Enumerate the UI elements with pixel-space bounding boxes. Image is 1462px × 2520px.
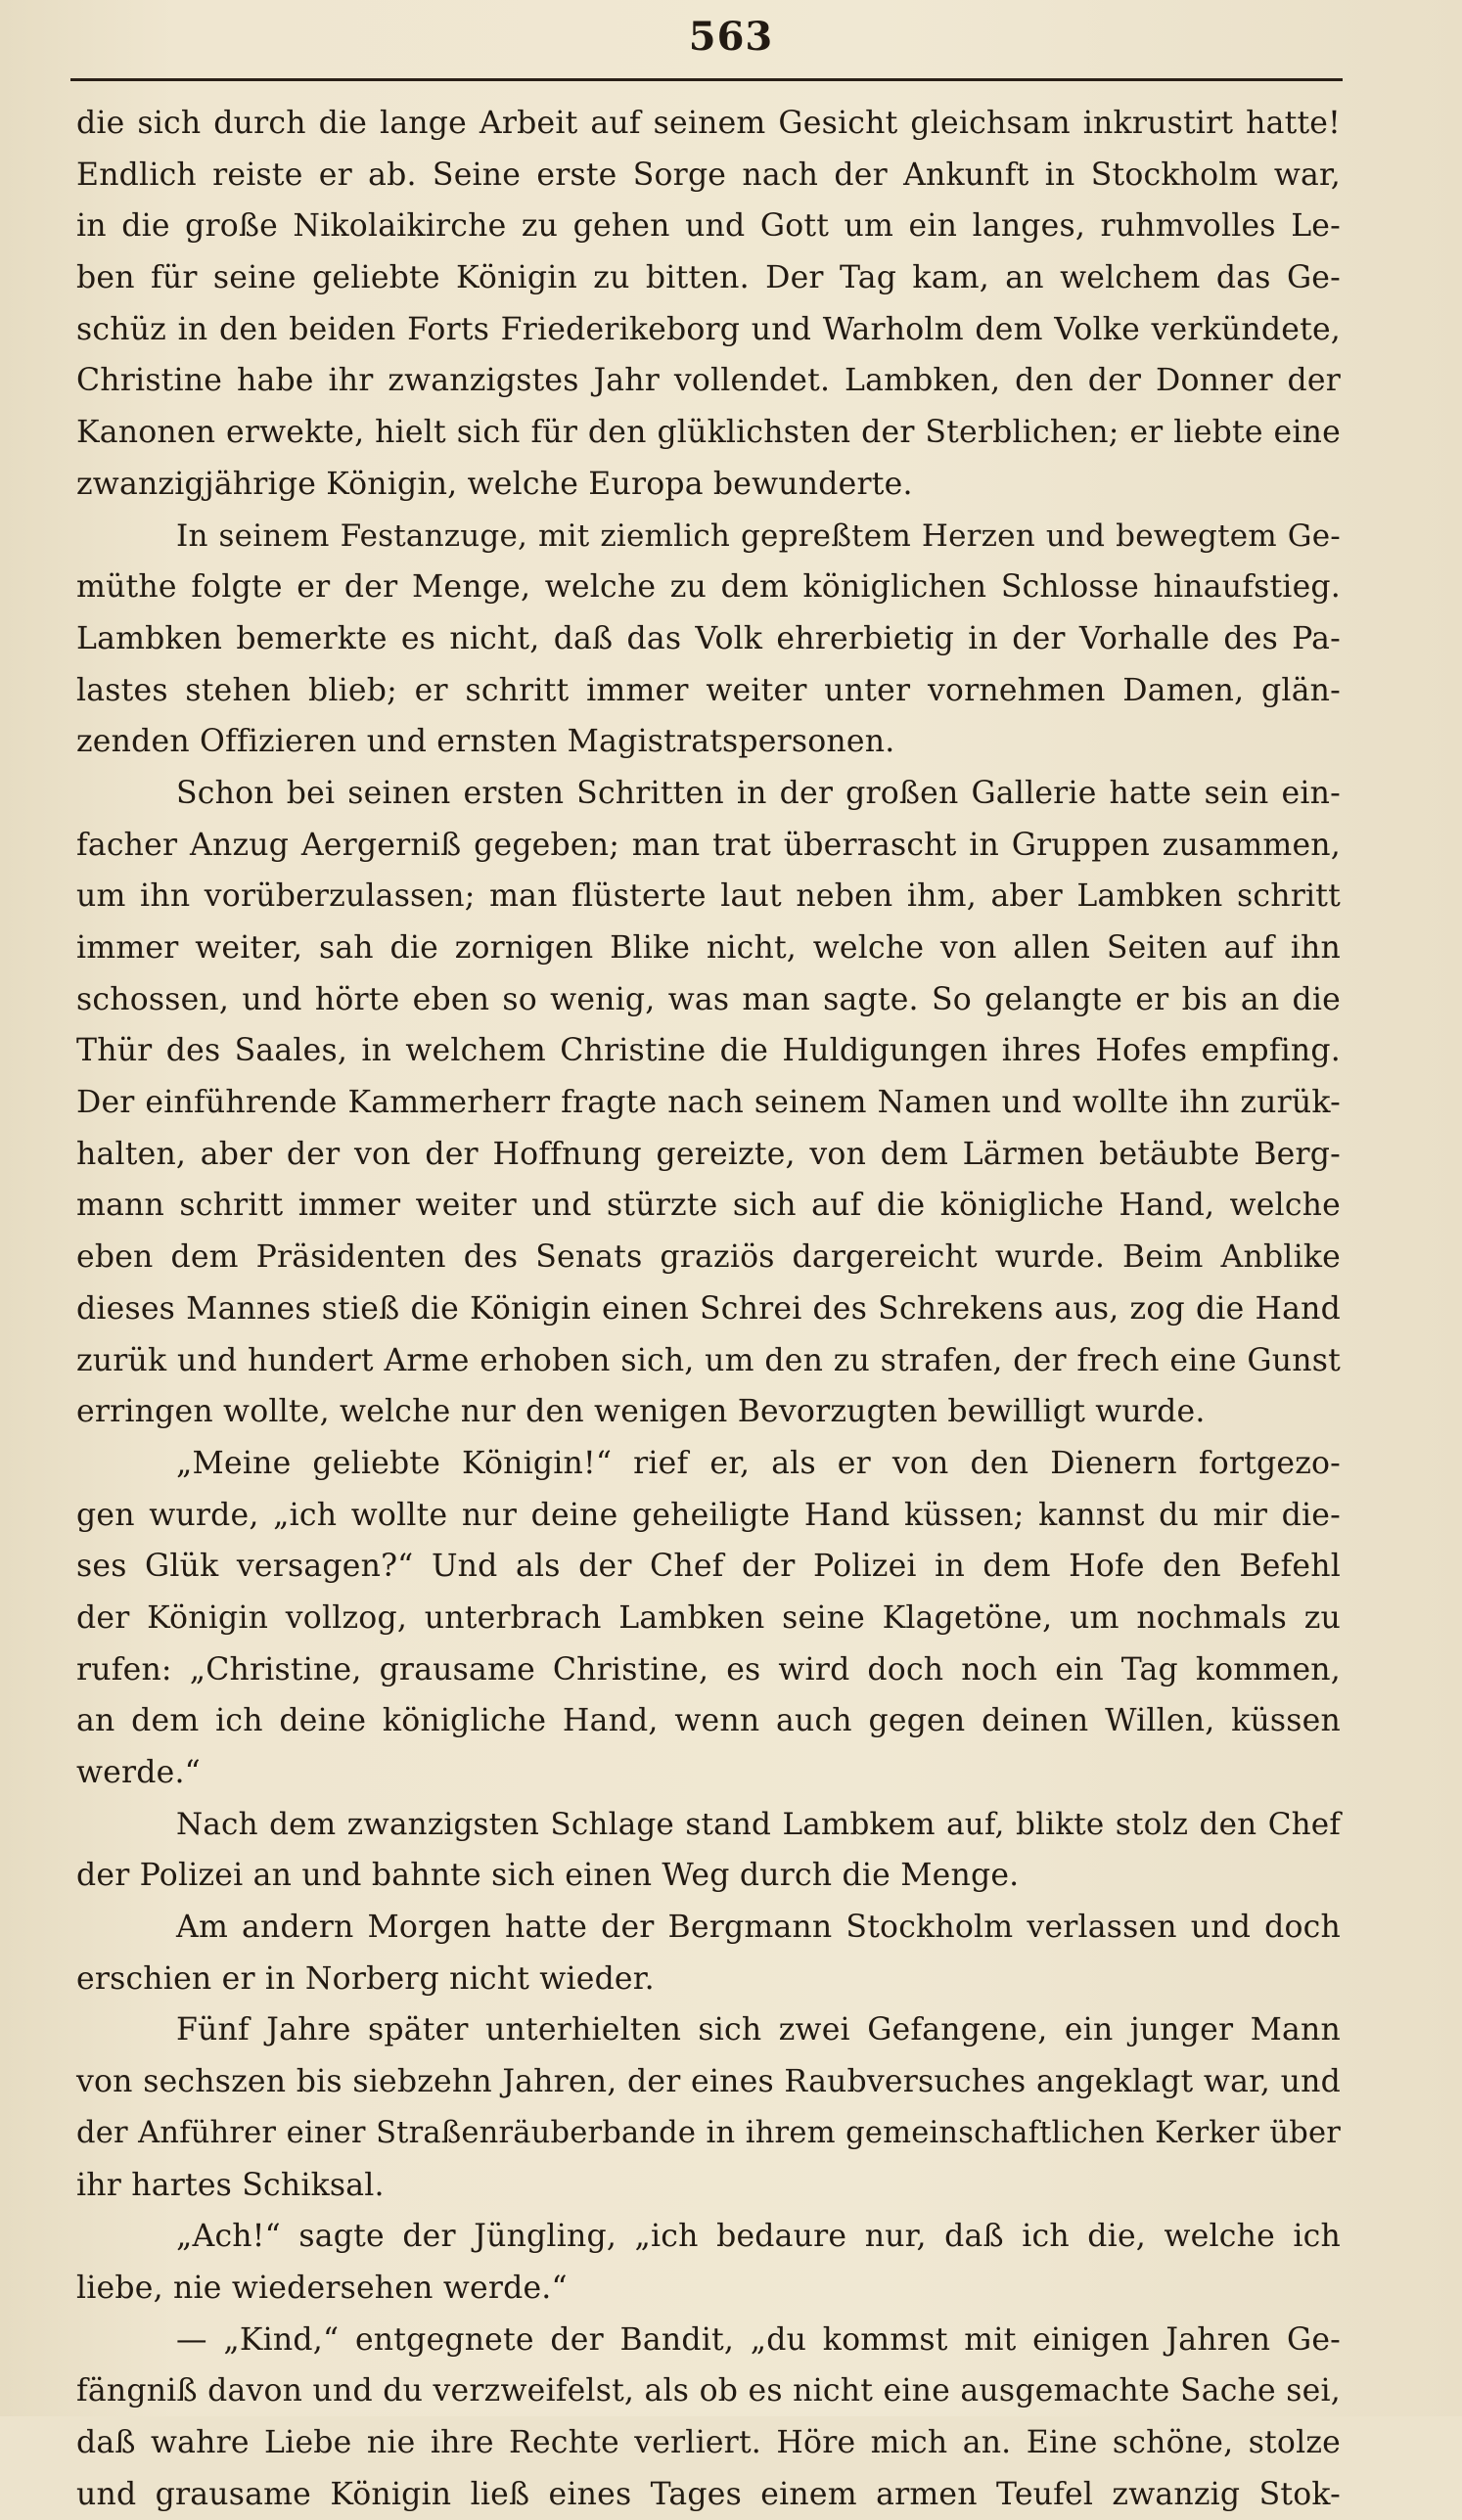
text-line: in die große Nikolaikirche zu gehen und Gott um ein langes, ruhmvolles Le- — [76, 208, 1341, 245]
text-line: Der einführende Kammerherr fragte nach seinem Namen und wollte ihn zurük- — [76, 1085, 1341, 1121]
text-line: von sechszen bis siebzehn Jahren, der eines Raubversuches angeklagt war, und — [76, 2064, 1341, 2100]
page-number: 563 — [688, 14, 774, 60]
text-line: zurük und hundert Arme erhoben sich, um den zu strafen, der frech eine Gunst — [76, 1342, 1341, 1378]
text-line: schüz in den beiden Forts Friederikeborg und Warholm dem Volke verkündete, — [76, 311, 1341, 347]
text-line: der Polizei an und bahnte sich einen Weg durch die Menge. — [76, 1858, 1020, 1894]
text-line: fängniß davon und du verzweifelst, als ob es nicht eine ausgemachte Sache sei, — [76, 2373, 1341, 2409]
text-line: an dem ich deine königliche Hand, wenn auch gegen deinen Willen, küssen — [76, 1703, 1341, 1739]
text-line: der Königin vollzog, unterbrach Lambken seine Klagetöne, um nochmals zu — [76, 1599, 1341, 1636]
text-line: In seinem Festanzuge, mit ziemlich gepreßtem Herzen und bewegtem Ge- — [176, 518, 1341, 554]
text-line: die sich durch die lange Arbeit auf seinem Gesicht gleichsam inkrustirt hatte! — [76, 106, 1341, 141]
text-line: zenden Offizieren und ernsten Magistratspersonen. — [76, 724, 895, 760]
text-line: mann schritt immer weiter und stürzte sich auf die königliche Hand, welche — [76, 1188, 1341, 1224]
text-line: der Anführer einer Straßenräuberbande in ihrem gemeinschaftlichen Kerker über — [76, 2115, 1341, 2150]
text-line: Endlich reiste er ab. Seine erste Sorge nach der Ankunft in Stockholm war, — [76, 157, 1341, 193]
text-line: halten, aber der von der Hoffnung gereizte, von dem Lärmen betäubte Berg- — [76, 1136, 1341, 1172]
text-line: dieses Mannes stieß die Königin einen Schrei des Schrekens aus, zog die Hand — [76, 1290, 1341, 1327]
text-line: „Meine geliebte Königin!“ rief er, als er von den Dienern fortgezo- — [176, 1445, 1341, 1481]
text-line: ben für seine geliebte Königin zu bitten. Der Tag kam, an welchem das Ge- — [76, 260, 1341, 296]
text-line: Kanonen erwekte, hielt sich für den glüklichsten der Sterblichen; er liebte eine — [76, 415, 1341, 451]
text-line: gen wurde, „ich wollte nur deine geheiligte Hand küssen; kannst du mir die- — [76, 1497, 1341, 1533]
text-line: schossen, und hörte eben so wenig, was man sagte. So gelangte er bis an die — [76, 981, 1341, 1017]
text-line: eben dem Präsidenten des Senats graziös dargereicht wurde. Beim Anblike — [76, 1239, 1341, 1276]
text-line: daß wahre Liebe nie ihre Rechte verliert. Höre mich an. Eine schöne, stolze — [76, 2424, 1341, 2460]
text-line: facher Anzug Aergerniß gegeben; man trat überrascht in Gruppen zusammen, — [76, 827, 1341, 863]
text-line: Am andern Morgen hatte der Bergmann Stockholm verlassen und doch — [176, 1910, 1341, 1946]
text-line: ses Glük versagen?“ Und als der Chef der Polizei in dem Hofe den Befehl — [76, 1549, 1341, 1585]
header-rule — [70, 78, 1343, 81]
text-line: ihr hartes Schiksal. — [76, 2167, 385, 2203]
text-line: zwanzigjährige Königin, welche Europa bewunderte. — [76, 466, 913, 502]
text-line: — „Kind,“ entgegnete der Bandit, „du kommst mit einigen Jahren Ge- — [176, 2321, 1341, 2358]
text-line: müthe folgte er der Menge, welche zu dem königlichen Schlosse hinaufstieg. — [76, 569, 1341, 606]
text-line: immer weiter, sah die zornigen Blike nicht, welche von allen Seiten auf ihn — [76, 930, 1341, 966]
text-line: und grausame Königin ließ eines Tages einem armen Teufel zwanzig Stok- — [76, 2476, 1341, 2512]
text-line: erringen wollte, welche nur den wenigen Bevorzugten bewilligt wurde. — [76, 1394, 1206, 1430]
text-line: rufen: „Christine, grausame Christine, es wird doch noch ein Tag kommen, — [76, 1651, 1341, 1688]
text-line: um ihn vorüberzulassen; man flüsterte laut neben ihm, aber Lambken schritt — [76, 878, 1341, 915]
body-text — [76, 98, 1341, 2520]
text-line: „Ach!“ sagte der Jüngling, „ich bedaure nur, daß ich die, welche ich — [176, 2219, 1341, 2255]
text-line: Thür des Saales, in welchem Christine die Huldigungen ihres Hofes empfing. — [76, 1033, 1341, 1069]
text-line: erschien er in Norberg nicht wieder. — [76, 1960, 655, 1997]
text-line: Nach dem zwanzigsten Schlage stand Lambkem auf, blikte stolz den Chef — [176, 1806, 1341, 1842]
text-line: werde.“ — [76, 1755, 201, 1790]
text-line: liebe, nie wiedersehen werde.“ — [76, 2270, 568, 2306]
text-line: Fünf Jahre später unterhielten sich zwei Gefangene, ein junger Mann — [176, 2012, 1341, 2048]
text-line: Lambken bemerkte es nicht, daß das Volk ehrerbietig in der Vorhalle des Pa- — [76, 620, 1341, 656]
text-line: lastes stehen blieb; er schritt immer weiter unter vornehmen Damen, glän- — [76, 672, 1341, 708]
text-line: Christine habe ihr zwanzigstes Jahr vollendet. Lambken, den der Donner der — [76, 363, 1341, 399]
text-line: Schon bei seinen ersten Schritten in der großen Gallerie hatte sein ein- — [176, 775, 1341, 811]
